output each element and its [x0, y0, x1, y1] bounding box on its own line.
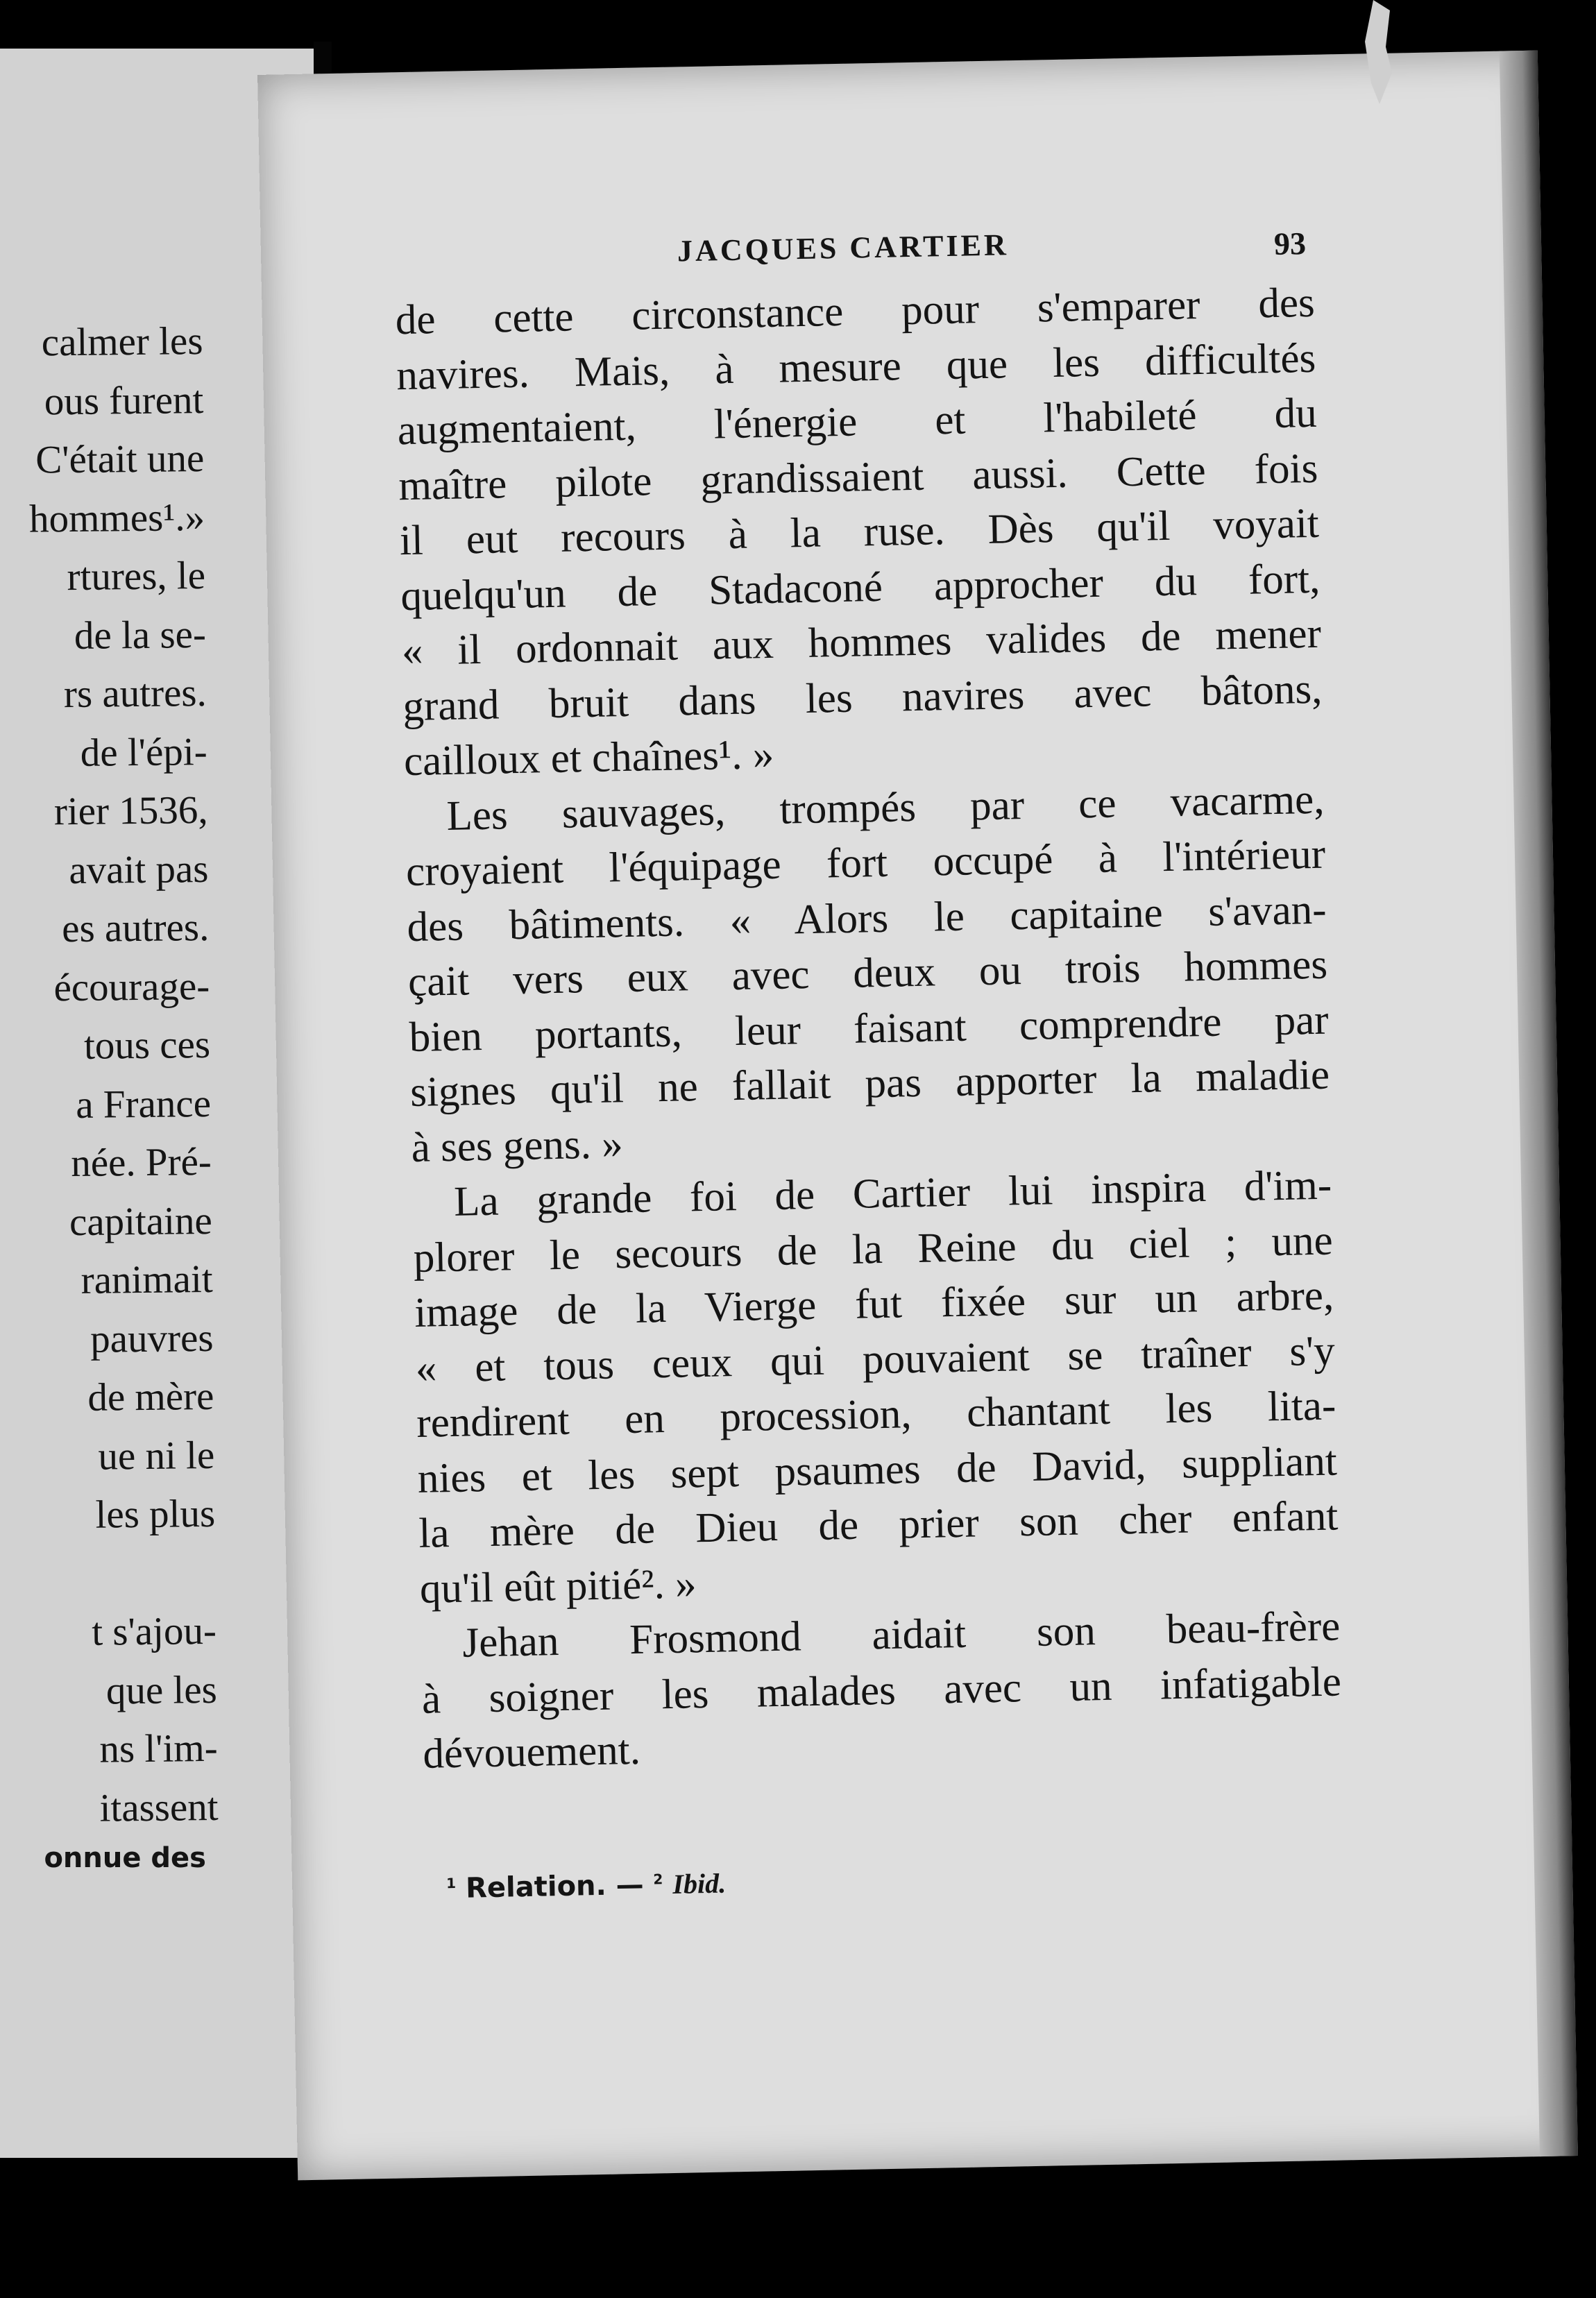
body-line: cailloux et chaînes¹. »	[403, 731, 774, 785]
page-edge	[1500, 51, 1578, 2156]
previous-page-line: ranimait	[80, 1257, 213, 1302]
body-line: signes qu'il ne fallait pas apporter la maladie	[409, 1051, 1330, 1116]
previous-page-line: rier 1536,	[53, 788, 208, 834]
previous-page-line: rtures, le	[67, 553, 206, 599]
body-line: de cette circonstance pour s'emparer des	[395, 279, 1316, 344]
previous-page-line: que les	[105, 1667, 218, 1713]
previous-page-line: t s'ajou-	[91, 1608, 217, 1654]
footnotes	[446, 1867, 727, 1905]
footnote-1-text: Relation. —	[465, 1869, 645, 1905]
body-line: augmentaient, l'énergie et l'habileté du	[397, 389, 1318, 454]
previous-page-line: capitaine	[69, 1198, 213, 1244]
previous-page-line: C'était une	[35, 436, 205, 482]
body-line: à soigner les malades avec un infatigable	[421, 1658, 1342, 1723]
body-line: croyaient l'équipage fort occupé à l'intérieur	[405, 831, 1326, 896]
body-line: rendirent en procession, chantant les lita-	[416, 1382, 1336, 1447]
body-line: çait vers eux avec deux ou trois hommes	[407, 941, 1328, 1006]
current-page	[257, 51, 1578, 2181]
page-number: 93	[1273, 225, 1307, 262]
previous-page-line: écourage-	[53, 964, 210, 1010]
previous-page-line: ue ni le	[98, 1433, 215, 1479]
previous-page-line: hommes¹.»	[28, 495, 205, 541]
body-line: qu'il eût pitié². »	[419, 1560, 697, 1612]
footnote-2-mark: 2	[653, 1871, 663, 1888]
previous-page-line: avait pas	[69, 846, 209, 892]
body-line: dévouement.	[422, 1726, 641, 1778]
previous-page-line: tous ces	[83, 1022, 211, 1068]
previous-page-line: itassent	[99, 1785, 219, 1830]
body-line: la mère de Dieu de prier son cher enfant	[418, 1492, 1339, 1557]
body-line: bien portants, leur faisant comprendre par	[409, 996, 1330, 1061]
body-line: quelqu'un de Stadaconé approcher du fort,	[400, 555, 1321, 620]
previous-page-line: ns l'im-	[99, 1726, 219, 1771]
body-line: grand bruit dans les navires avec bâtons,	[402, 665, 1323, 730]
body-line: des bâtiments. « Alors le capitaine s'avan-	[407, 886, 1327, 951]
footnote-1-mark: 1	[445, 1874, 457, 1892]
previous-page-line: calmer les	[41, 318, 203, 365]
previous-page-line: de mère	[87, 1374, 214, 1420]
body-line: « et tous ceux qui pouvaient se traîner s'y	[415, 1327, 1336, 1392]
body-line: Les sauvages, trompés par ce vacarme,	[445, 776, 1325, 840]
body-line: Jehan Frosmond aidait son beau-frère	[461, 1603, 1341, 1667]
body-line: maître pilote grandissaient aussi. Cette fois	[398, 445, 1318, 509]
previous-page-text	[0, 312, 219, 1844]
body-line: « il ordonnait aux hommes valides de mener	[401, 610, 1322, 675]
previous-page-line: ous furent	[44, 377, 204, 423]
previous-page-line: a France	[75, 1081, 212, 1127]
previous-page-line: rs autres.	[63, 670, 207, 717]
body-text	[395, 275, 1343, 1782]
body-line: à ses gens. »	[411, 1120, 624, 1171]
body-line: La grande foi de Cartier lui inspira d'im-	[453, 1161, 1332, 1225]
running-head: JACQUES CARTIER	[677, 228, 1010, 269]
body-line: image de la Vierge fut fixée sur un arbre,	[414, 1272, 1334, 1336]
previous-page-line: née. Pré-	[70, 1139, 212, 1186]
previous-page-line: de la se-	[74, 612, 207, 658]
previous-page-line	[0, 1543, 216, 1609]
footnote-2-text: Ibid.	[672, 1867, 727, 1900]
previous-page-line: de l'épi-	[80, 729, 207, 775]
previous-page-footnote: onnue des	[44, 1842, 206, 1874]
body-line: nies et les sept psaumes de David, suppliant	[417, 1437, 1338, 1502]
previous-page-line: les plus	[95, 1491, 216, 1537]
previous-page-line: pauvres	[90, 1316, 214, 1361]
body-line: il eut recours à la ruse. Dès qu'il voyait	[399, 500, 1320, 565]
body-line: navires. Mais, à mesure que les difficultés	[396, 334, 1316, 399]
body-line: plorer le secours de la Reine du ciel ; une	[413, 1217, 1334, 1282]
previous-page-line: es autres.	[61, 905, 210, 951]
